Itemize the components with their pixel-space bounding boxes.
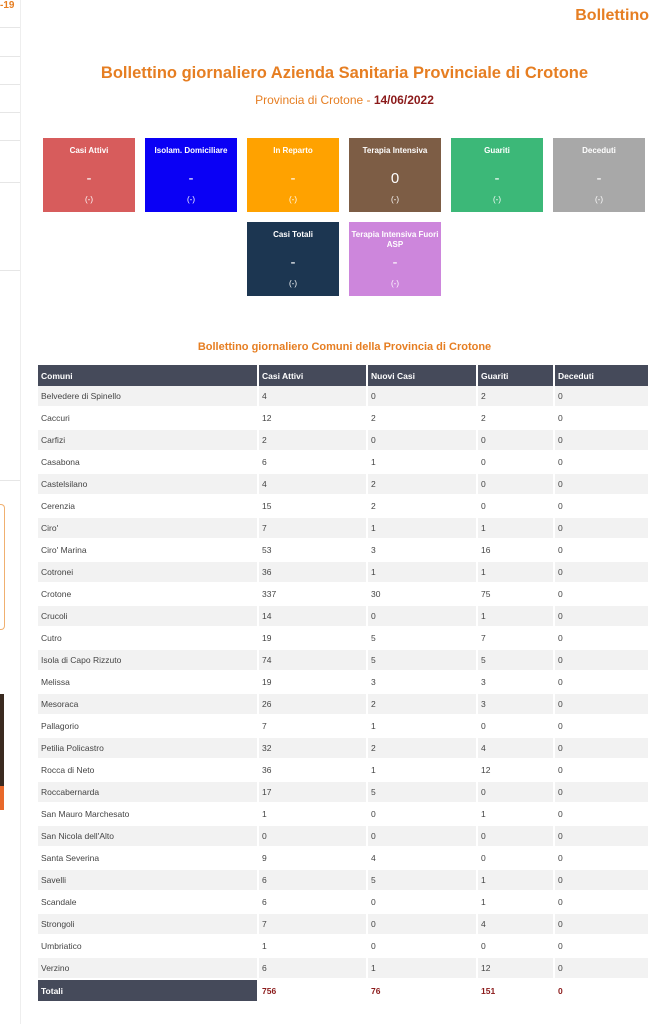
table-cell: 0 (554, 649, 649, 671)
table-cell: 0 (554, 517, 649, 539)
table-cell: Castelsilano (38, 473, 258, 495)
stat-card (553, 138, 645, 212)
table-row (38, 649, 649, 671)
page-subtitle (40, 93, 649, 107)
table-cell: 0 (477, 451, 554, 473)
table-cell: 2 (477, 386, 554, 407)
table-cell: 5 (477, 649, 554, 671)
table-cell: 0 (554, 935, 649, 957)
table-cell: 0 (367, 913, 477, 935)
totals-cell: 756 (258, 979, 367, 1002)
stat-card-label: Casi Totali (273, 230, 313, 239)
page-title: Bollettino giornaliero Azienda Sanitaria Provinciale di Crotone (100, 64, 589, 82)
table-cell: 0 (367, 825, 477, 847)
stat-card-label: In Reparto (273, 146, 313, 155)
table-cell: 2 (367, 473, 477, 495)
table-row (38, 671, 649, 693)
stat-card (451, 138, 543, 212)
table-cell: Scandale (38, 891, 258, 913)
table-row (38, 693, 649, 715)
column-header[interactable]: Casi Attivi (258, 365, 367, 386)
table-cell: 6 (258, 891, 367, 913)
table-cell: 4 (477, 737, 554, 759)
table-row (38, 473, 649, 495)
table-cell: 4 (367, 847, 477, 869)
stat-card-label: Terapia Intensiva (362, 146, 428, 155)
table-cell: 36 (258, 759, 367, 781)
table-cell: 3 (477, 693, 554, 715)
table-cell: 0 (554, 869, 649, 891)
table-cell: 0 (554, 759, 649, 781)
table-cell: 0 (477, 495, 554, 517)
table-cell: 0 (477, 429, 554, 451)
table-row (38, 561, 649, 583)
table-cell: 4 (258, 386, 367, 407)
stat-card-value: - (290, 170, 296, 187)
table-cell: 2 (367, 693, 477, 715)
left-sidebar (0, 0, 21, 1024)
table-cell: Carfizi (38, 429, 258, 451)
table-cell: 0 (554, 693, 649, 715)
table-cell: Melissa (38, 671, 258, 693)
table-cell: 0 (554, 737, 649, 759)
table-cell: 36 (258, 561, 367, 583)
table-cell: 0 (554, 825, 649, 847)
table-cell: 0 (367, 803, 477, 825)
sidebar-banner-accent (0, 786, 4, 810)
sidebar-divider (0, 182, 20, 183)
table-row (38, 429, 649, 451)
table-cell: 0 (554, 627, 649, 649)
table-cell: 1 (367, 517, 477, 539)
stat-card-value: - (86, 170, 92, 187)
table-cell: 1 (477, 803, 554, 825)
table-cell: Santa Severina (38, 847, 258, 869)
table-row (38, 781, 649, 803)
table-row (38, 451, 649, 473)
sidebar-divider (0, 27, 20, 28)
stat-card (247, 222, 339, 296)
table-cell: Ciro' (38, 517, 258, 539)
sidebar-widget[interactable] (0, 504, 5, 630)
table-cell: 0 (367, 386, 477, 407)
table-row (38, 825, 649, 847)
stat-card-label: Terapia Intensiva Fuori ASP (351, 230, 439, 249)
table-row (38, 539, 649, 561)
sidebar-divider (0, 140, 20, 141)
table-cell: 0 (554, 429, 649, 451)
table-cell: 1 (367, 759, 477, 781)
table-row (38, 913, 649, 935)
table-cell: 0 (554, 407, 649, 429)
table-cell: 6 (258, 451, 367, 473)
table-row (38, 847, 649, 869)
table-cell: Verzino (38, 957, 258, 979)
table-cell: 0 (554, 781, 649, 803)
table-cell: 6 (258, 957, 367, 979)
table-cell: 0 (554, 803, 649, 825)
table-cell: 0 (554, 891, 649, 913)
table-cell: 19 (258, 627, 367, 649)
table-cell: Cotronei (38, 561, 258, 583)
sidebar-divider (0, 480, 20, 481)
table-cell: 17 (258, 781, 367, 803)
stat-card-label: Isolam. Domiciliare (154, 146, 228, 155)
column-header[interactable]: Guariti (477, 365, 554, 386)
table-cell: San Nicola dell'Alto (38, 825, 258, 847)
sidebar-divider (0, 112, 20, 113)
table-cell: 0 (477, 473, 554, 495)
stat-card-delta: (-) (289, 279, 297, 288)
table-header-row (38, 365, 649, 386)
table-cell: 0 (367, 891, 477, 913)
table-cell: 0 (258, 825, 367, 847)
stat-card-value: - (596, 170, 602, 187)
table-cell: Mesoraca (38, 693, 258, 715)
table-cell: 19 (258, 671, 367, 693)
stat-card-value: - (392, 254, 398, 271)
table-cell: 4 (258, 473, 367, 495)
stat-card-delta: (-) (391, 195, 399, 204)
table-cell: 0 (554, 957, 649, 979)
table-row (38, 605, 649, 627)
stat-card (349, 138, 441, 212)
table-cell: 1 (258, 935, 367, 957)
table-cell: 7 (258, 715, 367, 737)
table-cell: 30 (367, 583, 477, 605)
table-cell: 0 (477, 847, 554, 869)
table-cell: Strongoli (38, 913, 258, 935)
table-cell: 0 (554, 671, 649, 693)
stat-card (247, 138, 339, 212)
stat-card-value: - (188, 170, 194, 187)
table-cell: 2 (367, 737, 477, 759)
table-row (38, 407, 649, 429)
table-cell: 0 (477, 935, 554, 957)
stat-card-delta: (-) (391, 279, 399, 288)
stat-card-delta: (-) (493, 195, 501, 204)
table-cell: 0 (554, 913, 649, 935)
table-cell: 0 (554, 605, 649, 627)
table-cell: 12 (258, 407, 367, 429)
header-title[interactable]: Bollettino (575, 7, 649, 24)
table-cell: 5 (367, 781, 477, 803)
sidebar-divider (0, 56, 20, 57)
table-cell: Cerenzia (38, 495, 258, 517)
table-cell: 14 (258, 605, 367, 627)
table-cell: Ciro' Marina (38, 539, 258, 561)
stat-card-value: - (290, 254, 296, 271)
table-cell: 0 (554, 451, 649, 473)
table-cell: 337 (258, 583, 367, 605)
table-cell: 15 (258, 495, 367, 517)
table-cell: 0 (477, 715, 554, 737)
table-cell: 0 (554, 539, 649, 561)
table-cell: 2 (367, 495, 477, 517)
table-cell: 1 (477, 561, 554, 583)
stat-card-delta: (-) (187, 195, 195, 204)
table-cell: Caccuri (38, 407, 258, 429)
table-cell: 2 (258, 429, 367, 451)
table-cell: 74 (258, 649, 367, 671)
table-cell: 0 (554, 473, 649, 495)
table-cell: Petilia Policastro (38, 737, 258, 759)
table-cell: 2 (477, 407, 554, 429)
table-row (38, 935, 649, 957)
stat-card-delta: (-) (85, 195, 93, 204)
table-cell: 0 (477, 781, 554, 803)
table-row (38, 891, 649, 913)
table-cell: 12 (477, 759, 554, 781)
table-cell: San Mauro Marchesato (38, 803, 258, 825)
stat-card (145, 138, 237, 212)
table-cell: 1 (367, 451, 477, 473)
stat-card-delta: (-) (289, 195, 297, 204)
table-cell: 0 (554, 715, 649, 737)
table-row (38, 759, 649, 781)
table-cell: 4 (477, 913, 554, 935)
comuni-table (38, 365, 650, 1003)
table-cell: 6 (258, 869, 367, 891)
stat-card (349, 222, 441, 296)
table-cell: Cutro (38, 627, 258, 649)
table-row (38, 803, 649, 825)
table-cell: 2 (367, 407, 477, 429)
table-row (38, 627, 649, 649)
table-row (38, 715, 649, 737)
table-cell: 75 (477, 583, 554, 605)
totals-cell: 151 (477, 979, 554, 1002)
column-header[interactable]: Comuni (38, 365, 258, 386)
table-cell: 32 (258, 737, 367, 759)
stat-card-value: 0 (390, 170, 400, 187)
table-cell: 0 (554, 847, 649, 869)
stat-card-value: - (494, 170, 500, 187)
table-cell: 7 (258, 517, 367, 539)
table-cell: 0 (477, 825, 554, 847)
table-cell: Isola di Capo Rizzuto (38, 649, 258, 671)
table-row (38, 495, 649, 517)
table-cell: 1 (367, 715, 477, 737)
table-cell: 1 (477, 517, 554, 539)
table-row (38, 869, 649, 891)
table-cell: 3 (477, 671, 554, 693)
table-cell: Pallagorio (38, 715, 258, 737)
stat-card-label: Deceduti (582, 146, 616, 155)
table-cell: 1 (258, 803, 367, 825)
table-cell: 0 (554, 386, 649, 407)
table-cell: 12 (477, 957, 554, 979)
column-header[interactable]: Deceduti (554, 365, 649, 386)
table-row (38, 517, 649, 539)
table-cell: Belvedere di Spinello (38, 386, 258, 407)
sidebar-divider (0, 84, 20, 85)
table-cell: 5 (367, 869, 477, 891)
stat-card-label: Guariti (484, 146, 510, 155)
subtitle-province: Provincia di Crotone - (255, 93, 374, 107)
subtitle-date: 14/06/2022 (373, 93, 434, 107)
table-cell: 0 (554, 561, 649, 583)
stat-card (43, 138, 135, 212)
table-cell: 26 (258, 693, 367, 715)
table-row (38, 386, 649, 407)
sidebar-fragment: -19 (0, 0, 15, 11)
sidebar-divider (0, 270, 20, 271)
table-cell: 7 (477, 627, 554, 649)
table-cell: Roccabernarda (38, 781, 258, 803)
table-cell: Rocca di Neto (38, 759, 258, 781)
table-cell: 0 (554, 583, 649, 605)
table-cell: 3 (367, 671, 477, 693)
table-row (38, 957, 649, 979)
table-cell: 9 (258, 847, 367, 869)
table-title: Bollettino giornaliero Comuni della Provincia di Crotone (197, 341, 492, 353)
totals-cell: 76 (367, 979, 477, 1002)
table-cell: 3 (367, 539, 477, 561)
table-cell: 0 (367, 605, 477, 627)
table-cell: 0 (367, 429, 477, 451)
table-cell: 1 (367, 561, 477, 583)
column-header[interactable]: Nuovi Casi (367, 365, 477, 386)
table-cell: Savelli (38, 869, 258, 891)
table-cell: 53 (258, 539, 367, 561)
table-cell: Umbriatico (38, 935, 258, 957)
table-cell: Casabona (38, 451, 258, 473)
table-cell: Crucoli (38, 605, 258, 627)
table-cell: 0 (367, 935, 477, 957)
table-cell: Crotone (38, 583, 258, 605)
totals-cell: 0 (554, 979, 649, 1002)
table-row (38, 583, 649, 605)
table-cell: 16 (477, 539, 554, 561)
stat-card-label: Casi Attivi (69, 146, 109, 155)
table-cell: 1 (477, 891, 554, 913)
totals-cell: Totali (38, 979, 258, 1002)
table-cell: 0 (554, 495, 649, 517)
table-cell: 5 (367, 627, 477, 649)
table-cell: 1 (477, 869, 554, 891)
table-row (38, 737, 649, 759)
table-cell: 7 (258, 913, 367, 935)
stat-card-delta: (-) (595, 195, 603, 204)
totals-row (38, 979, 649, 1002)
table-cell: 5 (367, 649, 477, 671)
table-cell: 1 (367, 957, 477, 979)
table-cell: 1 (477, 605, 554, 627)
